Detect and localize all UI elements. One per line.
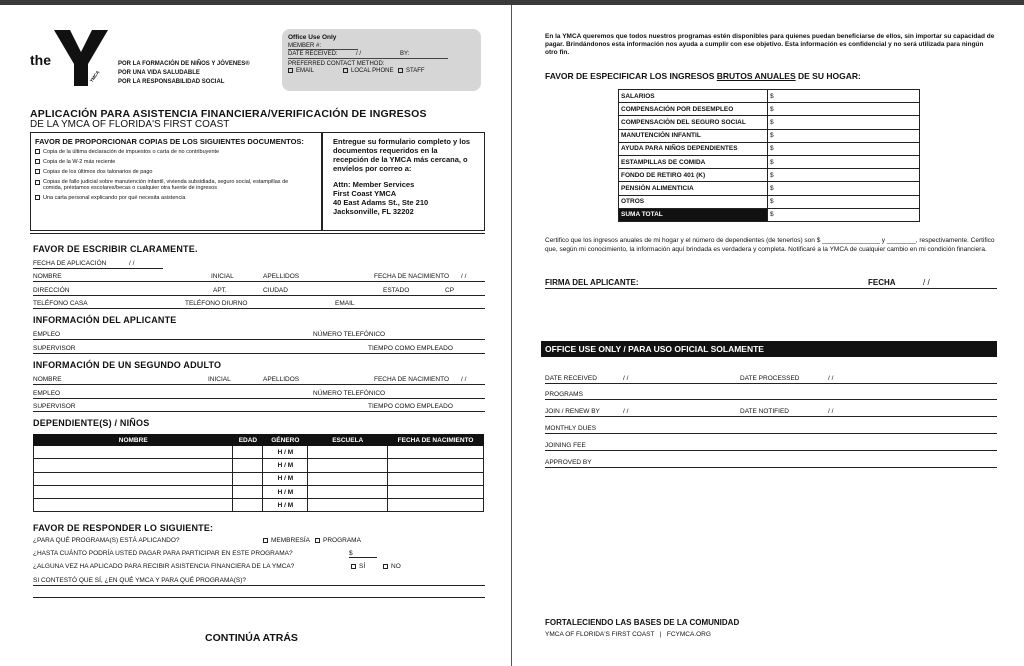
- date-processed-label: DATE PROCESSED: [740, 375, 800, 382]
- checkbox-icon[interactable]: [35, 195, 40, 200]
- mission-line: POR UNA VIDA SALUDABLE: [118, 70, 200, 76]
- supervisor-row[interactable]: [33, 342, 485, 354]
- checkbox-icon: [315, 538, 320, 543]
- income-label: COMPENSACIÓN POR DESEMPLEO: [619, 103, 768, 116]
- gender-cell[interactable]: H / M: [263, 485, 308, 498]
- date-slashes: / /: [623, 375, 629, 382]
- apt-label: APT.: [213, 287, 227, 294]
- write-clearly-heading: FAVOR DE ESCRIBIR CLARAMENTE.: [33, 244, 198, 254]
- num-tel-label: NÚMERO TELEFÓNICO: [313, 331, 386, 338]
- signature-label: FIRMA DEL APLICANTE:: [545, 278, 639, 287]
- second-adult-heading: INFORMACIÓN DE UN SEGUNDO ADULTO: [33, 360, 222, 370]
- option-label: NO: [391, 563, 401, 570]
- num-tel-label: NÚMERO TELEFÓNICO: [313, 390, 386, 397]
- checkbox-icon: [398, 68, 403, 73]
- joining-fee-row[interactable]: [545, 439, 997, 451]
- option-membresia[interactable]: [263, 537, 310, 544]
- doc-item: [35, 169, 317, 175]
- table-row[interactable]: [34, 485, 484, 498]
- income-heading: [545, 71, 861, 81]
- date-slashes: / /: [623, 408, 629, 415]
- email-label: EMAIL: [335, 300, 355, 307]
- footer-title: FORTALECIENDO LAS BASES DE LA COMUNIDAD: [545, 618, 740, 627]
- doc-item-label: Copias de fallo judicial sobre manutención infantil, vivienda subsidiada, seguro social, estampillas de comida, préstamos escolares/becas o cualquier otra fuente de ingresos: [43, 179, 289, 191]
- ymca-logo: [30, 28, 110, 88]
- income-amount-input[interactable]: $: [768, 103, 920, 116]
- mission-line: POR LA FORMACIÓN DE NIÑOS Y JÓVENES®: [118, 61, 250, 67]
- table-row[interactable]: [34, 472, 484, 485]
- tel-diurno-label: TELÉFONO DIURNO: [185, 300, 248, 307]
- joining-fee-label: JOINING FEE: [545, 442, 586, 449]
- top-bar: [0, 0, 1024, 5]
- income-row[interactable]: [619, 208, 920, 221]
- deliver-org: First Coast YMCA: [333, 189, 397, 198]
- nacimiento-label: FECHA DE NACIMIENTO: [374, 376, 450, 383]
- deliver-city: Jacksonville, FL 32202: [333, 207, 414, 216]
- option-staff[interactable]: [398, 68, 425, 74]
- fecha-label: FECHA: [868, 278, 896, 287]
- application-date[interactable]: [33, 258, 163, 269]
- income-amount-input[interactable]: $: [768, 208, 920, 221]
- date-notified-label: DATE NOTIFIED: [740, 408, 789, 415]
- income-row[interactable]: [619, 90, 920, 103]
- date-slashes: / /: [828, 408, 834, 415]
- adult2-supervisor-row[interactable]: [33, 400, 485, 412]
- income-row[interactable]: [619, 103, 920, 116]
- date-slashes: / /: [923, 278, 930, 287]
- continue-text: CONTINÚA ATRÁS: [205, 632, 298, 644]
- date-slashes: / /: [828, 375, 834, 382]
- income-label: COMPENSACIÓN DEL SEGURO SOCIAL: [619, 116, 768, 129]
- nombre-label: NOMBRE: [33, 273, 62, 280]
- income-row[interactable]: [619, 155, 920, 168]
- question-label: SI CONTESTÓ QUE SÍ, ¿EN QUÉ YMCA Y PARA QUÉ PROGRAMA(S)?: [33, 577, 246, 584]
- join-renew-row[interactable]: [545, 405, 997, 417]
- option-no[interactable]: [383, 563, 401, 570]
- date-slashes: / /: [356, 51, 362, 57]
- signature-row[interactable]: [545, 278, 997, 289]
- contact-options: [288, 68, 475, 76]
- option-label: SÍ: [359, 563, 366, 570]
- income-row[interactable]: [619, 182, 920, 195]
- applicant-info-heading: INFORMACIÓN DEL APLICANTE: [33, 315, 177, 325]
- option-local-phone[interactable]: [343, 68, 393, 74]
- certify-text: Certifico que los ingresos anuales de mi hogar y el número de dependientes (de tenerlos) son $ ________________ y ________, respectivamente. Certifico que, según mi conocimiento, la información aquí brindada es verdadera y completa. Notificaré a la YMCA de cualquier cambio en mi condición financiera.: [545, 237, 995, 253]
- income-heading-pre: FAVOR DE ESPECIFICAR LOS INGRESOS: [545, 71, 717, 81]
- programs-row[interactable]: [545, 388, 997, 400]
- doc-item: [35, 195, 317, 201]
- option-label: LOCAL PHONE: [351, 68, 394, 75]
- questions-heading: FAVOR DE RESPONDER LO SIGUIENTE:: [33, 523, 214, 533]
- col-header: FECHA DE NACIMIENTO: [388, 435, 484, 446]
- income-label: AYUDA PARA NIÑOS DEPENDIENTES: [619, 142, 768, 155]
- cp-label: CP: [445, 287, 455, 294]
- checkbox-icon: [343, 68, 348, 73]
- col-header: ESCUELA: [308, 435, 388, 446]
- dependents-heading: DEPENDIENTE(S) / NIÑOS: [33, 418, 150, 428]
- checkbox-icon: [288, 68, 293, 73]
- documents-box: [30, 132, 322, 231]
- doc-item: [35, 179, 317, 191]
- question-1: [33, 537, 485, 547]
- income-table: [618, 89, 920, 222]
- dependents-table: [33, 434, 484, 512]
- question-label: ¿PARA QUÉ PROGRAMA(S) ESTÁ APLICANDO?: [33, 537, 180, 544]
- question-4[interactable]: [33, 574, 485, 586]
- option-si[interactable]: [351, 563, 365, 570]
- page-subtitle: DE LA YMCA OF FLORIDA'S FIRST COAST: [30, 119, 230, 130]
- date-slashes: / /: [461, 376, 467, 383]
- doc-item-label: Copias de los últimos dos talonarios de pago: [43, 169, 153, 175]
- monthly-dues-row[interactable]: [545, 422, 997, 434]
- checkbox-icon[interactable]: [35, 180, 40, 185]
- logo-ymca: YMCA: [88, 69, 101, 84]
- mission-text: [118, 60, 250, 87]
- member-label: MEMBER #:: [288, 42, 322, 49]
- monthly-dues-label: MONTHLY DUES: [545, 425, 597, 432]
- option-label: PROGRAMA: [323, 537, 361, 544]
- table-row[interactable]: [34, 459, 484, 472]
- income-label: PENSIÓN ALIMENTICIA: [619, 182, 768, 195]
- question-3: [33, 563, 485, 573]
- table-row[interactable]: [34, 499, 484, 512]
- adult2-employment-row[interactable]: [33, 387, 485, 399]
- inicial-label: INICIAL: [211, 273, 234, 280]
- checkbox-icon: [351, 564, 356, 569]
- amount-input[interactable]: [349, 550, 377, 558]
- deliver-attn: Attn: Member Services: [333, 180, 415, 189]
- income-label: OTROS: [619, 195, 768, 208]
- page-divider: [511, 5, 512, 666]
- checkbox-icon[interactable]: [35, 159, 40, 164]
- footer-subtitle: YMCA OF FLORIDA'S FIRST COAST | FCYMCA.ORG: [545, 631, 711, 638]
- estado-label: ESTADO: [383, 287, 410, 294]
- col-header: GÉNERO: [263, 435, 308, 446]
- gender-cell[interactable]: H / M: [263, 459, 308, 472]
- checkbox-icon: [263, 538, 268, 543]
- documents-heading: FAVOR DE PROPORCIONAR COPIAS DE LOS SIGUIENTES DOCUMENTOS:: [35, 137, 304, 146]
- ciudad-label: CIUDAD: [263, 287, 288, 294]
- option-label: MEMBRESÍA: [271, 537, 311, 544]
- table-header-row: [34, 435, 484, 446]
- ymca-y-icon: [52, 28, 110, 88]
- programs-label: PROGRAMS: [545, 391, 583, 398]
- supervisor-label: SUPERVISOR: [33, 345, 76, 352]
- col-header: EDAD: [233, 435, 263, 446]
- checkbox-icon[interactable]: [35, 169, 40, 174]
- date-received-label: DATE RECEIVED: [545, 375, 597, 382]
- income-amount-input[interactable]: $: [768, 129, 920, 142]
- inicial-label: INICIAL: [208, 376, 231, 383]
- office-bar-label: OFFICE USE ONLY / PARA USO OFICIAL SOLAMENTE: [545, 344, 764, 354]
- income-amount-input[interactable]: $: [768, 169, 920, 182]
- join-renew-label: JOIN / RENEW BY: [545, 408, 600, 415]
- mission-line: POR LA RESPONSABILIDAD SOCIAL: [118, 79, 225, 85]
- nombre-label: NOMBRE: [33, 376, 62, 383]
- income-row[interactable]: [619, 116, 920, 129]
- tiempo-label: TIEMPO COMO EMPLEADO: [368, 403, 453, 410]
- gender-cell[interactable]: H / M: [263, 499, 308, 512]
- option-programa[interactable]: [315, 537, 361, 544]
- empleo-label: EMPLEO: [33, 331, 61, 338]
- income-heading-underline: BRUTOS ANUALES: [716, 71, 796, 81]
- by-label: BY:: [400, 51, 410, 57]
- date-slashes: / /: [461, 273, 467, 280]
- deliver-street: 40 East Adams St., Ste 210: [333, 198, 429, 207]
- income-amount-input[interactable]: $: [768, 142, 920, 155]
- question-label: ¿ALGUNA VEZ HA APLICADO PARA RECIBIR ASISTENCIA FINANCIERA DE LA YMCA?: [33, 563, 295, 570]
- intro-text: En la YMCA queremos que todos nuestros programas estén disponibles para quienes puedan beneficiarse de ellos, sin importar su capacidad de pagar. Brindándonos esta información nos ayuda a cumplir con ese objetivo. Esta información es confidencial y no será utilizada para ningún otro fin.: [545, 33, 995, 56]
- option-label: STAFF: [406, 68, 425, 75]
- office-use-bar: [541, 341, 997, 357]
- page-title: APLICACIÓN PARA ASISTENCIA FINANCIERA/VERIFICACIÓN DE INGRESOS: [30, 108, 427, 120]
- income-row[interactable]: [619, 129, 920, 142]
- office-date-row[interactable]: [545, 372, 997, 384]
- office-member: [288, 43, 358, 50]
- adult2-name-row[interactable]: [33, 373, 485, 385]
- apellidos-label: APELLIDOS: [263, 273, 300, 280]
- option-email[interactable]: [288, 68, 314, 74]
- income-label: FONDO DE RETIRO 401 (K): [619, 169, 768, 182]
- empleo-label: EMPLEO: [33, 390, 61, 397]
- doc-item: [35, 159, 317, 165]
- preferred-contact: PREFERRED CONTACT METHOD:: [288, 60, 385, 67]
- gender-cell[interactable]: H / M: [263, 446, 308, 459]
- doc-item-label: Copia de la W-2 más reciente: [43, 159, 116, 165]
- employment-row[interactable]: [33, 328, 485, 340]
- deliver-text: Entregue su formulario completo y los documentos requeridos en la recepción de la YMCA más cercana, o envíelos por correo a:: [333, 137, 471, 173]
- income-amount-input[interactable]: $: [768, 90, 920, 103]
- office-box-title: Office Use Only: [288, 34, 337, 41]
- gender-cell[interactable]: H / M: [263, 472, 308, 485]
- office-date-received: [288, 51, 448, 59]
- income-row[interactable]: [619, 169, 920, 182]
- phone-row[interactable]: [33, 297, 485, 309]
- name-row[interactable]: [33, 270, 485, 282]
- date-received-label: DATE RECEIVED:: [288, 51, 338, 57]
- nacimiento-label: FECHA DE NACIMIENTO: [374, 273, 450, 280]
- col-header: NOMBRE: [34, 435, 233, 446]
- direccion-label: DIRECCIÓN: [33, 287, 70, 294]
- question-label: ¿HASTA CUÁNTO PODRÍA USTED PAGAR PARA PARTICIPAR EN ESTE PROGRAMA?: [33, 550, 293, 557]
- question-2: [33, 550, 485, 560]
- table-row[interactable]: [34, 446, 484, 459]
- deliver-box: [322, 132, 485, 231]
- income-label: SALARIOS: [619, 90, 768, 103]
- apellidos-label: APELLIDOS: [263, 376, 300, 383]
- tiempo-label: TIEMPO COMO EMPLEADO: [368, 345, 453, 352]
- rule: [30, 233, 485, 234]
- answer-line[interactable]: [33, 597, 485, 598]
- income-amount-input[interactable]: $: [768, 155, 920, 168]
- logo-the: the: [30, 52, 51, 68]
- doc-item: [35, 149, 317, 155]
- doc-item-label: Copia de la última declaración de impuestos o carta de no contribuyente: [43, 149, 220, 155]
- address-row[interactable]: [33, 284, 485, 296]
- approved-by-row[interactable]: [545, 456, 997, 468]
- income-amount-input[interactable]: $: [768, 116, 920, 129]
- income-amount-input[interactable]: $: [768, 195, 920, 208]
- application-date-label: FECHA DE APLICACIÓN: [33, 260, 107, 267]
- office-use-box: [282, 29, 481, 91]
- income-heading-post: DE SU HOGAR:: [795, 71, 861, 81]
- income-label: SUMA TOTAL: [619, 208, 768, 221]
- income-amount-input[interactable]: $: [768, 182, 920, 195]
- dollar-sign: $: [349, 550, 353, 557]
- date-slashes: / /: [129, 260, 135, 267]
- tel-casa-label: TELÉFONO CASA: [33, 300, 88, 307]
- income-row[interactable]: [619, 142, 920, 155]
- doc-item-label: Una carta personal explicando por qué necesita asistencia: [43, 195, 186, 201]
- income-label: MANUTENCIÓN INFANTIL: [619, 129, 768, 142]
- approved-by-label: APPROVED BY: [545, 459, 592, 466]
- income-label: ESTAMPILLAS DE COMIDA: [619, 155, 768, 168]
- supervisor-label: SUPERVISOR: [33, 403, 76, 410]
- checkbox-icon: [383, 564, 388, 569]
- checkbox-icon[interactable]: [35, 149, 40, 154]
- option-label: EMAIL: [296, 68, 315, 75]
- income-row[interactable]: [619, 195, 920, 208]
